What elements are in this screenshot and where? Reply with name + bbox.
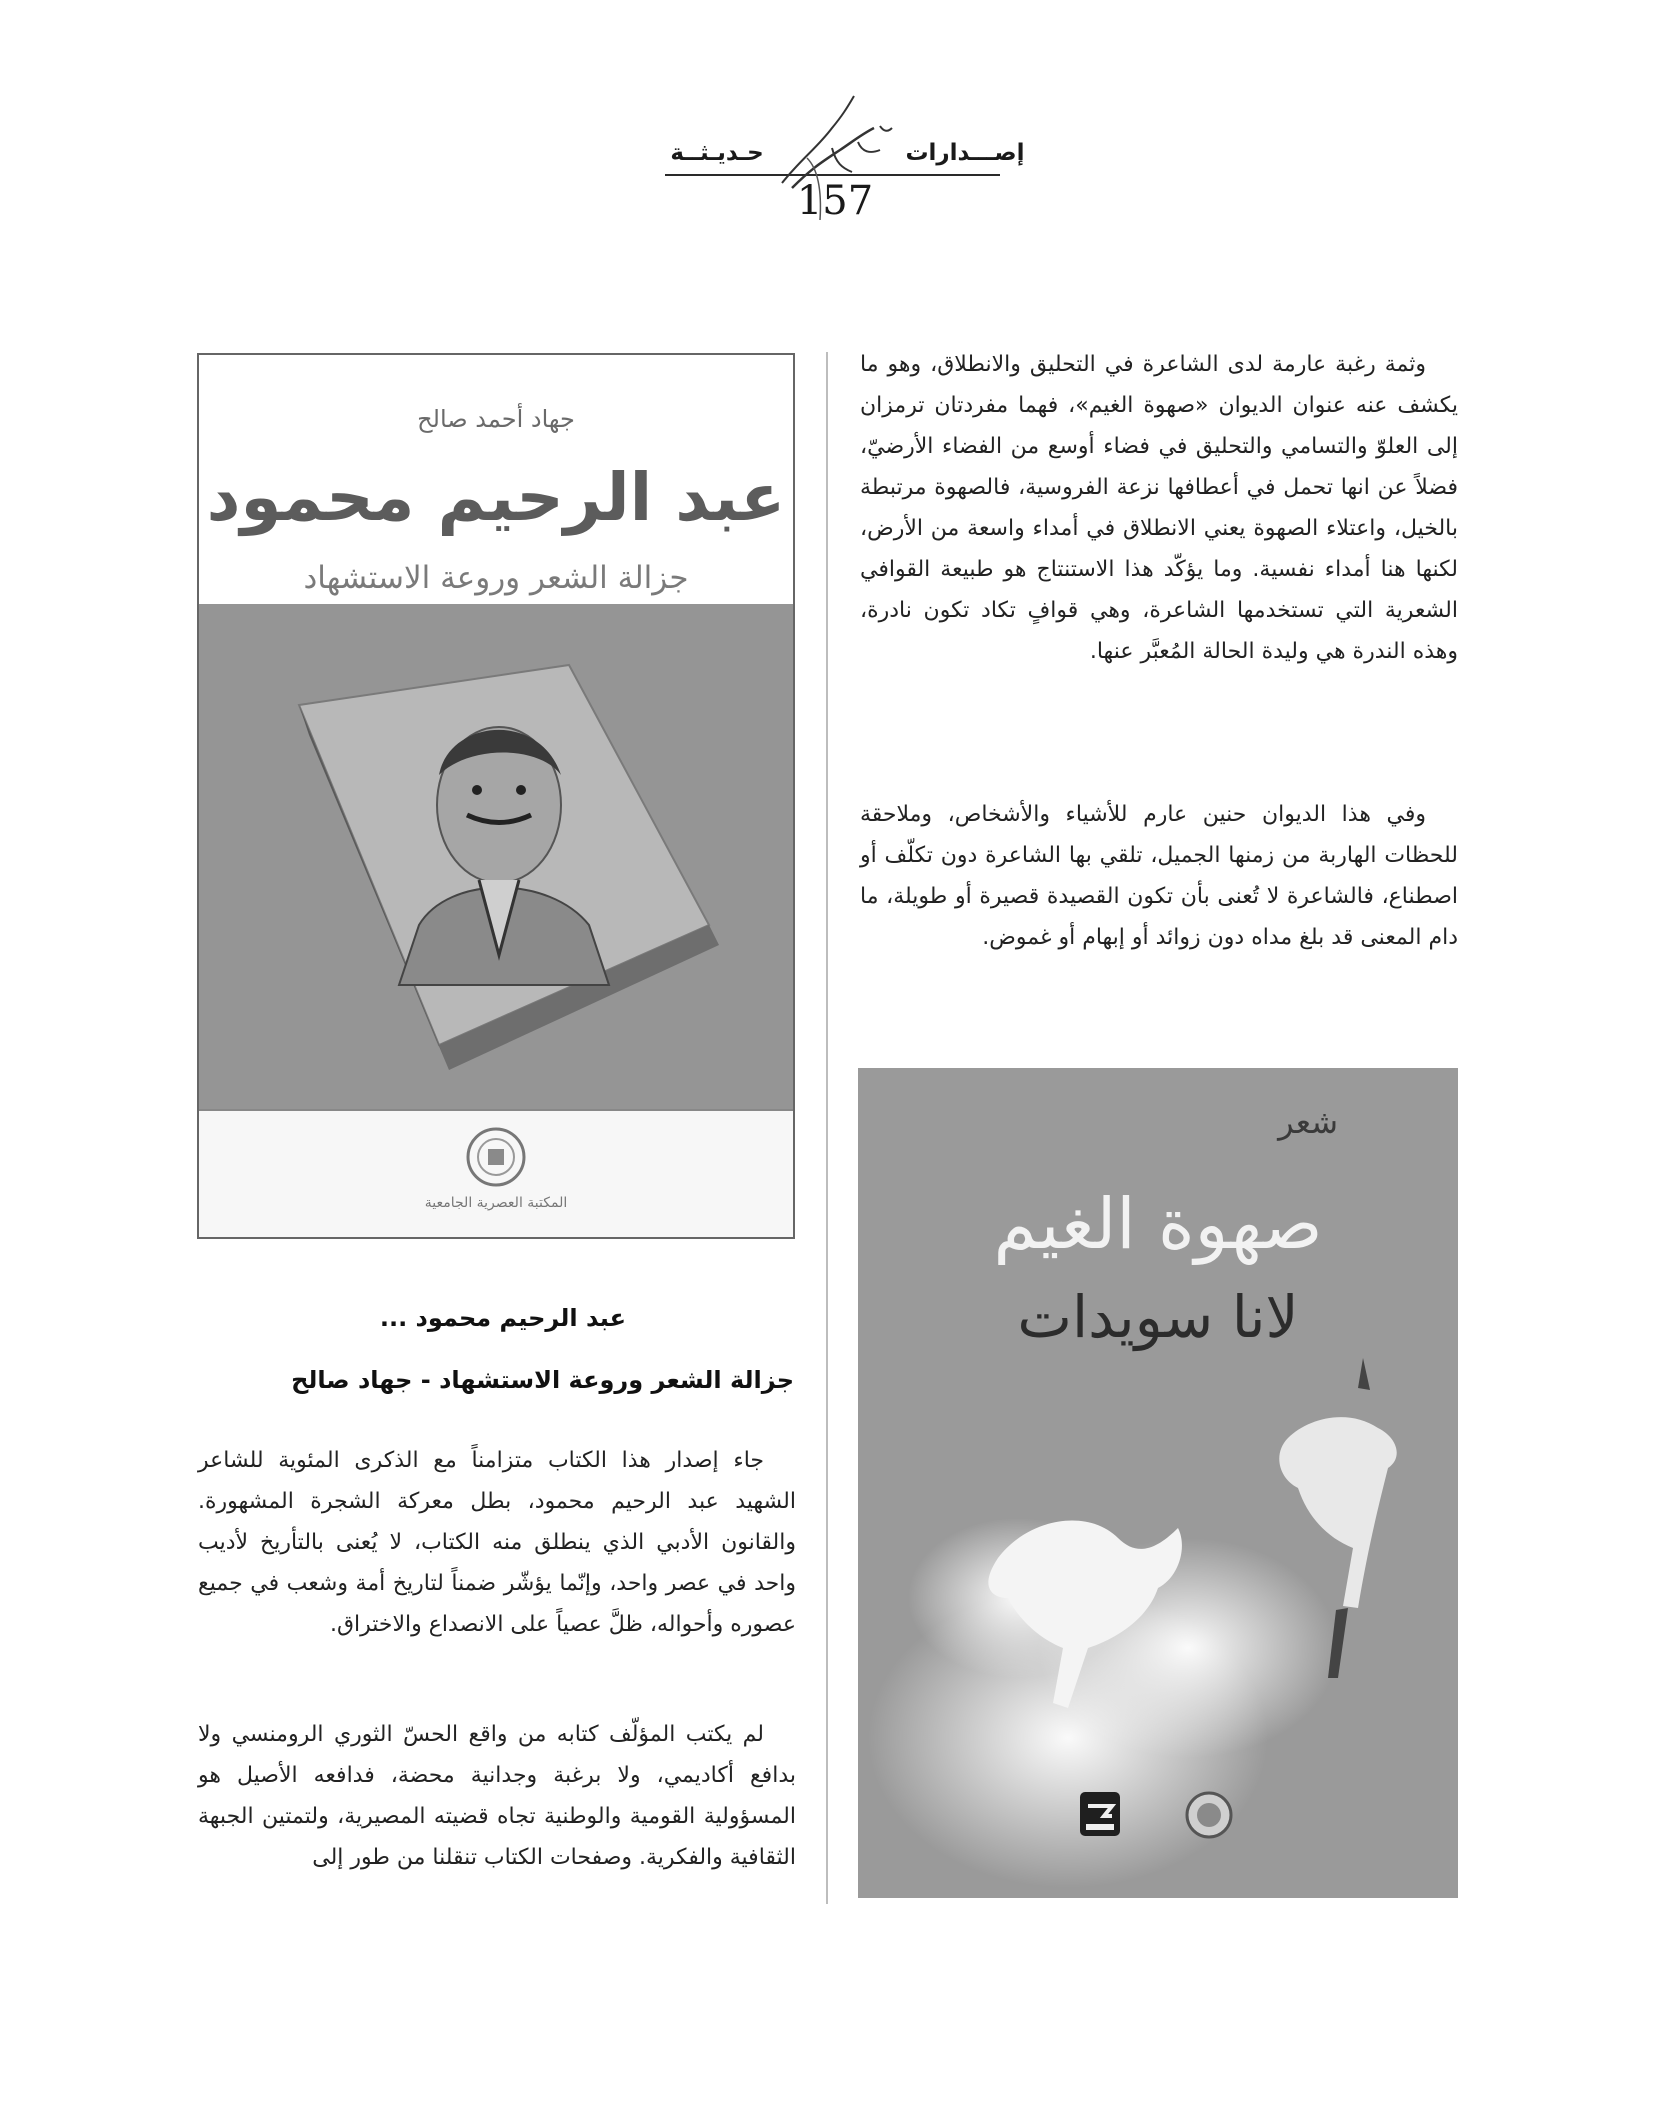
cover-subtitle: جزالة الشعر وروعة الاستشهاد — [303, 560, 689, 596]
cover-title: صهوة الغيم — [993, 1183, 1323, 1265]
cover-author: لانا سويدات — [1017, 1283, 1299, 1351]
article-title-line-1: عبد الرحيم محمود ... — [379, 1304, 626, 1332]
cover-publisher: المكتبة العصرية الجامعية — [424, 1195, 568, 1211]
portrait-illustration-icon — [239, 625, 759, 1085]
article-title-line-2: جزالة الشعر وروعة الاستشهاد - جهاد صالح — [291, 1366, 794, 1394]
horse-cloud-illustration-icon — [858, 1348, 1458, 1898]
cover-genre: شعر — [1278, 1103, 1338, 1141]
book-cover-abdelrahim — [197, 353, 795, 1239]
left-paragraph-1: جاء إصدار هذا الكتاب متزامناً مع الذكرى المئوية للشاعر الشهيد عبد الرحيم محمود، بطل معركة الشجرة المشهورة. والقانون الأدبي الذي ينطلق منه الكتاب، لا يُعنى بالتأريخ لأديب واحد في عصر واحد، وإنّما يؤشّر ضمناً لتاريخ أمة وشعب في جميع عصوره وأحواله، ظلَّ عصياً على الانصداع والاختراق. — [198, 1448, 796, 1637]
right-paragraph-2: وفي هذا الديوان حنين عارم للأشياء والأشخاص، وملاحقة للحظات الهاربة من زمنها الجميل، تلقي بها الشاعرة دون تكلّف أو اصطناع، فالشاعرة لا تُعنى بأن تكون القصيدة قصيرة أو طويلة، ما دام المعنى قد بلغ مداه دون زوائد أو إبهام أو غموض. — [860, 802, 1458, 950]
page-number: 157 — [796, 178, 874, 224]
page-header — [0, 0, 1654, 240]
cover-footer-rule — [199, 1109, 793, 1111]
publisher-logo-icon — [1078, 1790, 1122, 1838]
left-paragraph-2: لم يكتب المؤلّف كتابه من واقع الحسّ الثوري الرومنسي ولا بدافع أكاديمي، ولا برغبة وجدانية محضة، فدافعه الأصيل هو المسؤولية القومية والوطنية تجاه قضيته المصيرية، ولتمتين الجبهة الثقافية والفكرية. وصفحات الكتاب تنقلنا من طور إلى — [198, 1722, 796, 1870]
book-cover-sahwat-alghaym — [858, 1068, 1458, 1898]
publisher-seal-icon — [464, 1125, 528, 1189]
right-paragraph-1: وثمة رغبة عارمة لدى الشاعرة في التحليق والانطلاق، وهو ما يكشف عنه عنوان الديوان «صهوة الغيم»، فهما مفردتان ترمزان إلى العلوّ والتسامي والتحليق في فضاء أوسع من الفضاء الأرضيّ، فضلاً عن انها تحمل في أعطافها نزعة الفروسية، فالصهوة مرتبطة بالخيل، واعتلاء الصهوة يعني الانطلاق في أمداء واسعة من الأرض، لكنها هنا أمداء نفسية. وما يؤكّد هذا الاستنتاج هو طبيعة القوافي الشعرية التي تستخدمها الشاعرة، وهي قوافٍ تكاد تكون نادرة، وهذه الندرة هي وليدة الحالة المُعبَّر عنها. — [860, 352, 1458, 664]
column-divider — [826, 352, 828, 1904]
ministry-emblem-icon — [1184, 1790, 1234, 1840]
section-label-left: حـديـثــة — [670, 140, 764, 166]
section-label-right: إصـــدارات — [905, 140, 1025, 166]
cover-author: جهاد أحمد صالح — [417, 405, 575, 433]
cover-title: عبد الرحيم محمود — [206, 459, 786, 536]
